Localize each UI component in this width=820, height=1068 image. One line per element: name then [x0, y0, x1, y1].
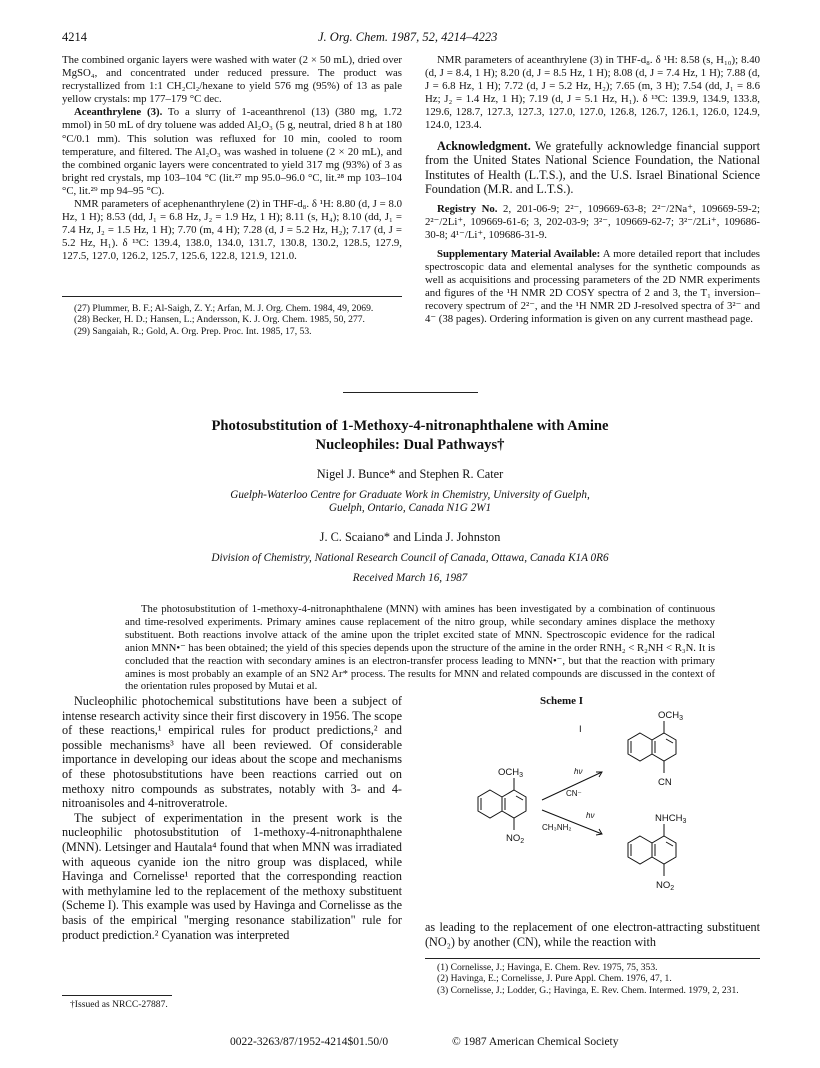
cyanide-reagent: CN⁻ [566, 789, 582, 798]
body-paragraph: as leading to the replacement of one electron-attracting substituent (NO₂) by another (CN), while the reaction with [425, 920, 760, 949]
supplementary-heading: Supplementary Material Available: [437, 247, 601, 260]
title-line: Nucleophiles: Dual Pathways† [315, 437, 505, 453]
nhch3-label: NHCH [655, 813, 683, 824]
footnote-divider [62, 995, 172, 996]
section-divider [343, 392, 478, 393]
received-date: Received March 16, 1987 [352, 572, 468, 584]
abstract-text: The photosubstitution of 1-methoxy-4-nitronaphthalene (MNN) with amines has been investigated by a combination of continuous and time-resolved experiments. Primary amines cause replacement of the nitro group, while secondary amines displace the methoxy substituent. Both reactions involve attack of the amine upon the triplet excited state of MNN. Spectroscopic evidence for the radical anion MNN•⁻ has been obtained; the yield of this species depends upon the structure of the amine in the order RNH₂ < R₂NH < R₃N. It is concluded that the reaction with secondary amines is an electron-transfer process leading to MNN•⁻, but that the reaction with primary amines is most probably an example of an SN2 Ar* process. The results for MNN and related compounds are discussed in the context of the orientation rules proposed by Mutai et al. [125, 603, 715, 693]
reference: (29) Sangaiah, R.; Gold, A. Org. Prep. Proc. Int. 1985, 17, 53. [74, 325, 312, 337]
experimental-section [62, 54, 402, 264]
och3-label: OCH [658, 710, 680, 721]
body-paragraph: Nucleophilic photochemical substitutions have been a subject of intense research activity since their first discovery in 1956. The scope of these reactions,¹ empirical rules for product predictions,² and possible mechanisms³ have all been reviewed. Of considerable importance in developing our ideas about the scope and mechanisms of these photosubstitutions have been reactions carried out on methoxy nitro compounds as substrates, notably with 3- and 4-nitroanisoles and 4-nitroveratrole. [62, 694, 402, 811]
scheme-title: Scheme I [540, 695, 584, 707]
experimental-paragraph: The combined organic layers were washed with water (2 × 50 mL), dried over MgSO₄, and concentrated under reduced pressure. The product was recrystallized from 1:1 CH₂Cl₂/hexane to yield 576 mg (95%) of 13 as pale yellow crystals: mp 177–179 °C dec. [62, 54, 402, 106]
mnn-structure [478, 778, 526, 830]
reference: (27) Plummer, B. F.; Al-Saigh, Z. Y.; Arfan, M. J. Org. Chem. 1984, 49, 2069. [74, 303, 374, 314]
svg-text:NHCH3 [655, 813, 686, 825]
page-number: 4214 [62, 30, 87, 44]
acknowledgment-heading: Acknowledgment. [437, 138, 531, 153]
och3-label: OCH [498, 767, 520, 778]
body-right [425, 920, 760, 949]
footnote: †Issued as NRCC-27887. [70, 999, 168, 1010]
affiliation: Division of Chemistry, National Research Council of Canada, Ottawa, Canada K1A 0R6 [211, 552, 609, 564]
nhch3-subscript: 3 [682, 818, 687, 825]
compound-heading: Aceanthrylene (3). [74, 106, 163, 119]
nmr-paragraph: NMR parameters of acephenanthrylene (2) in THF-d₈. δ ¹H: 8.80 (d, J = 8.0 Hz, 1 H); 8.53 (dd, J₁ = 6.8 Hz, J₂ = 1.9 Hz, 1 H); 8.11 (s, H₄); 8.10 (dd, J₁ = 7.4 Hz, J₂ = 1.5 Hz, 1 H); 7.70 (m, 4 H); 7.28 (d, J = 5.2 Hz, H₂); 7.17 (d, J = 5.2 Hz, H₁). δ ¹³C: 139.4, 138.0, 134.0, 131.7, 130.8, 130.2, 128.5, 127.9, 127.5, 127.0, 126.2, 125.7, 125.6, 122.8, 121.9, 121.0. [62, 198, 402, 263]
svg-text:OCH3 [658, 710, 683, 722]
no2-label: NO [656, 880, 671, 891]
issn: 0022-3263/87/1952-4214$01.50/0 [230, 1036, 389, 1048]
abstract [125, 603, 715, 693]
body-paragraph: The subject of experimentation in the present work is the nucleophilic photosubstitution of 1-methoxy-4-nitronaphthalene (MNN). Letsinger and Hautala⁴ found that when MNN was irradiated with aqueous cyanide ion the nitro group was displaced, while Havinga and Cornelisse¹ reported that the corresponding reaction with methylamine led to the replacement of the methoxy substituent (Scheme I). This example was used by Havinga and Cornelisse as the basis of the empirical "merging resonance stabilization" rule for product prediction.² Cyanation was interpreted [62, 810, 402, 942]
body-left [62, 694, 402, 942]
hv-label: hν [574, 767, 583, 776]
reference: (28) Becker, H. D.; Hansen, L.; Andersson, K. J. Org. Chem. 1985, 50, 277. [74, 314, 365, 326]
methylamine-reagent: CH₃NH₂ [542, 823, 572, 832]
product-amine-naphthalene [628, 824, 676, 876]
divider [62, 296, 402, 297]
reference: (3) Cornelisse, J.; Lodder, G.; Havinga, E. Rev. Chem. Intermed. 1979, 2, 231. [437, 984, 739, 996]
references-right [425, 962, 760, 996]
article-title [130, 417, 690, 455]
no2-subscript: 2 [670, 885, 675, 892]
supplementary-text: A more detailed report that includes spectroscopic data and elemental analyses for the synthetic compounds as well as acquisitions and processing parameters of the 2D NMR experiments and figures of the ¹H NMR 2D COSY spectra of 2 and 3, the T₁ inversion–recovery spectrum of 2²⁻, and the ¹H NMR 2D J-resolved spectra of 3²⁻ and 4⁻ (38 pages). Ordering information is given on any current masthead page. [425, 247, 761, 326]
registry-heading: Registry No. [437, 202, 498, 215]
affiliation [130, 489, 690, 515]
reference: (2) Havinga, E.; Cornelisse, J. Pure Appl. Chem. 1976, 47, 1. [437, 973, 672, 985]
compound-numeral: I [579, 724, 582, 735]
product-cyano-naphthalene [628, 721, 676, 773]
reference: (1) Cornelisse, J.; Havinga, E. Chem. Rev. 1975, 75, 353. [437, 962, 658, 973]
reaction-scheme [470, 706, 720, 916]
och3-subscript: 3 [519, 772, 524, 779]
references-left [62, 303, 402, 337]
copyright: © 1987 American Chemical Society [452, 1036, 619, 1048]
hv-label: hν [586, 811, 595, 820]
experimental-paragraph: To a slurry of 1-aceanthrenol (13) (380 mg, 1.72 mmol) in 50 mL of dry toluene was added Al₂O₃ (5 g, neutral, dried 8 h at 180 °C/0.1 mm). This solution was refluxed for 10 min, cooled to room temperature, and filtered. The Al₂O₃ was washed in toluene (2 × 20 mL), and the combined organic layers were concentrated to yield 317 mg (93%) of 3 as bright red crystals, mp 103–104 °C (lit.²⁷ mp 95.0–96.0 °C, lit.²⁸ mp 103–104 °C, lit.²⁹ mp 94–95 °C). [62, 106, 403, 197]
running-header: J. Org. Chem. 1987, 52, 4214–4223 [318, 30, 498, 44]
registry-text: 2, 201-06-9; 2²⁻, 109669-63-8; 2²⁻/2Na⁺, 109669-59-2; 2²⁻/2Li⁺, 109669-61-6; 3, 202-03-9; 3²⁻, 109669-62-7; 3²⁻/2Li⁺, 109686-30-8; 4¹⁻/Li⁺, 109686-31-9. [425, 202, 760, 241]
svg-text:OCH3 [498, 767, 523, 779]
title-line: Photosubstitution of 1-Methoxy-4-nitronaphthalene with Amine [211, 418, 609, 434]
authors: J. C. Scaiano* and Linda J. Johnston [319, 530, 501, 544]
cn-label: CN [658, 777, 672, 788]
och3-subscript: 3 [679, 715, 684, 722]
affiliation-line: Guelph-Waterloo Centre for Graduate Work in Chemistry, University of Guelph, [230, 489, 590, 501]
right-top-section [425, 54, 760, 326]
svg-text:NO2 [506, 833, 524, 845]
acknowledgment-text: We gratefully acknowledge financial support from the United States National Science Foundation, the National Institutes of Health (L.T.S.), and the U.S. Israel Binational Science Foundation (M.R. and L.T.S.). [425, 138, 760, 197]
no2-subscript: 2 [520, 838, 525, 845]
authors: Nigel J. Bunce* and Stephen R. Cater [316, 467, 504, 481]
affiliation-line: Guelph, Ontario, Canada N1G 2W1 [328, 502, 492, 514]
no2-label: NO [506, 833, 521, 844]
nmr-paragraph: NMR parameters of aceanthrylene (3) in THF-d₈. δ ¹H: 8.58 (s, H₁₀); 8.40 (d, J = 8.4, 1 H); 8.20 (d, J = 8.5 Hz, 1 H); 8.08 (d, J = 7.4 Hz, 1 H); 7.88 (d, J = 6.8 Hz, 1 H); 7.72 (d, J = 5.2 Hz, H₂); 7.65 (m, 3 H); 7.54 (dd, J₁ = 8.6 Hz; J₂ = 1.4 Hz, 1 H); 7.19 (d, J = 5.1 Hz, H₁). δ ¹³C: 139.9, 134.9, 133.8, 129.6, 128.7, 127.3, 127.3, 127.0, 127.0, 126.8, 126.7, 126.1, 126.0, 124.9, 124.0, 123.4. [425, 54, 760, 132]
svg-text:NO2 [656, 880, 674, 892]
divider [425, 958, 760, 959]
